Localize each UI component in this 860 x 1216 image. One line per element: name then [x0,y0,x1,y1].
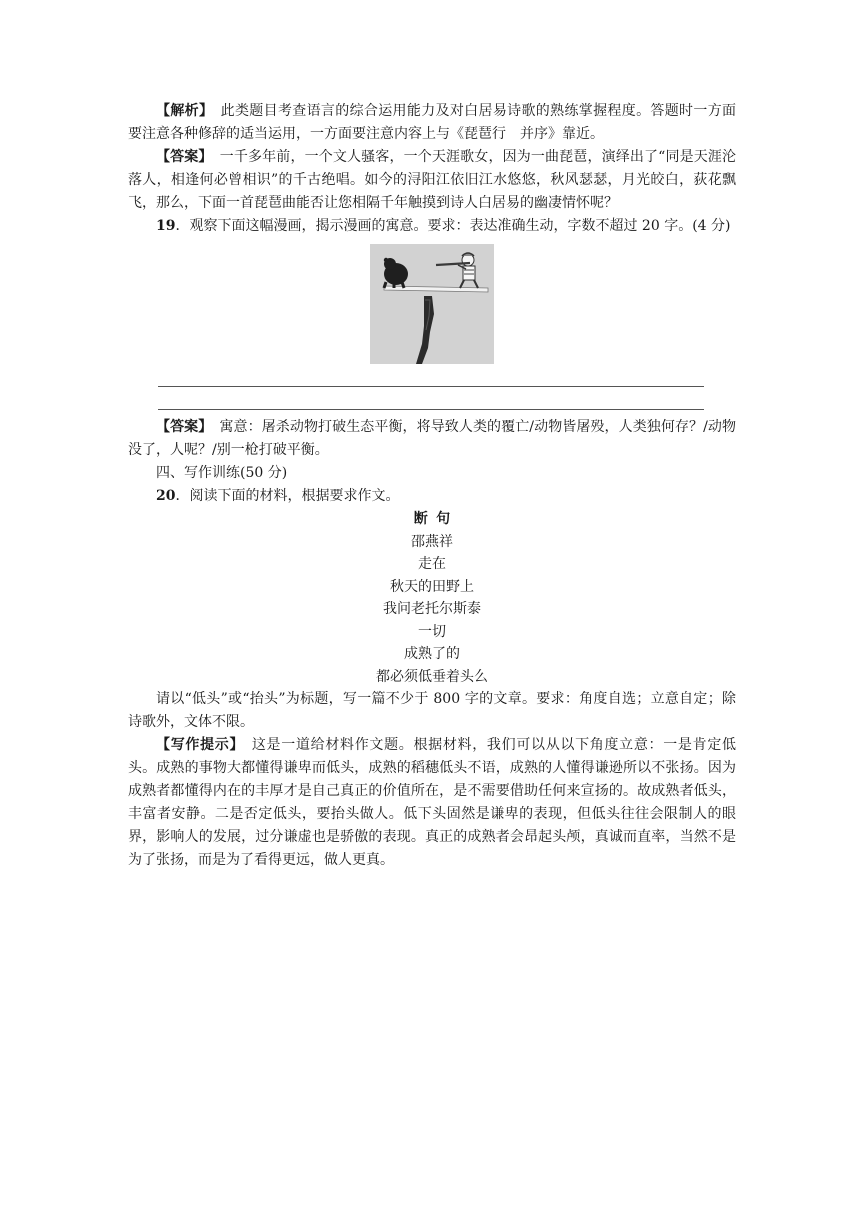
question-20-number: 20 [156,488,176,504]
poem-line-4: 一切 [418,623,446,640]
question-19-number: 19 [156,218,176,234]
cartoon-figure-wrap [128,244,736,364]
answer-tag-18: 【答案】 [156,149,206,165]
question-19 [128,215,736,238]
question-20 [128,485,736,508]
answer-paragraph-18 [128,146,736,215]
writing-tip-paragraph [128,734,736,872]
analysis-paragraph [128,100,736,146]
document-page [128,100,736,872]
writing-tip-text: 这是一道给材料作文题。根据材料，我们可以从以下角度立意：一是肯定低头。成熟的事物大都懂得谦卑而低头，成熟的稻穗低头不语，成熟的人懂得谦逊所以不张扬。因为成熟者都懂得内在的丰厚才是自己真正的价值所在，是不需要借助任何来宣扬的。故成熟者低头，丰富者安静。二是否定低头，要抬头做人。低下头固然是谦卑的表现，但低头往往会限制人的眼界，影响人的发展，过分谦虚也是骄傲的表现。真正的成熟者会昂起头颅，真诚而直率，当然不是为了张扬，而是为了看得更远，做人更真。 [128,737,737,868]
answer-tag-19: 【答案】 [156,419,206,435]
poem-line-1: 走在 [418,556,446,572]
question-20-text: ．阅读下面的材料，根据要求作文。 [175,488,400,504]
analysis-text: 此类题目考查语言的综合运用能力及对白居易诗歌的熟练掌握程度。答题时一方面要注意各种修辞的适当运用，一方面要注意内容上与《琵琶行 并序》靠近。 [128,103,737,142]
answer-text-19: 寓意：屠杀动物打破生态平衡，将导致人类的覆亡/动物皆屠殁，人类独何存？/动物没了，人呢？/别一枪打破平衡。 [128,419,737,458]
cartoon-drawing [370,244,494,364]
poem-line-3: 我问老托尔斯泰 [383,601,481,617]
poem-line-5: 成熟了的 [404,646,460,662]
poem-line-2: 秋天的田野上 [390,578,474,595]
analysis-tag: 【解析】 [156,103,207,119]
poem-title: 断句 [413,511,459,527]
cartoon-image [370,244,494,364]
answer-paragraph-19 [128,416,736,462]
answer-line-1[interactable] [158,372,704,387]
poem-author: 邵燕祥 [411,533,453,550]
answer-text-18: 一千多年前，一个文人骚客，一个天涯歌女，因为一曲琵琶，演绎出了“同是天涯沦落人，相逢何必曾相识”的千古绝唱。如今的浔阳江依旧江水悠悠，秋风瑟瑟，月光皎白，荻花飘飞，那么，下面一首琵琶曲能否让您相隔千年触摸到诗人白居易的幽凄情怀呢？ [128,149,737,211]
section-heading: 四、写作训练(50 分) [156,465,288,481]
question-19-text: ．观察下面这幅漫画，揭示漫画的寓意。要求：表达准确生动，字数不超过 20 字。(4 分) [175,218,731,234]
writing-requirement: 请以“低头”或“抬头”为标题，写一篇不少于 800 字的文章。要求：角度自选；立意自定；除诗歌外，文体不限。 [128,691,736,730]
answer-line-2[interactable] [158,395,704,410]
poem-line-6: 都必须低垂着头么 [376,668,488,685]
writing-tip-tag: 【写作提示】 [156,737,238,753]
